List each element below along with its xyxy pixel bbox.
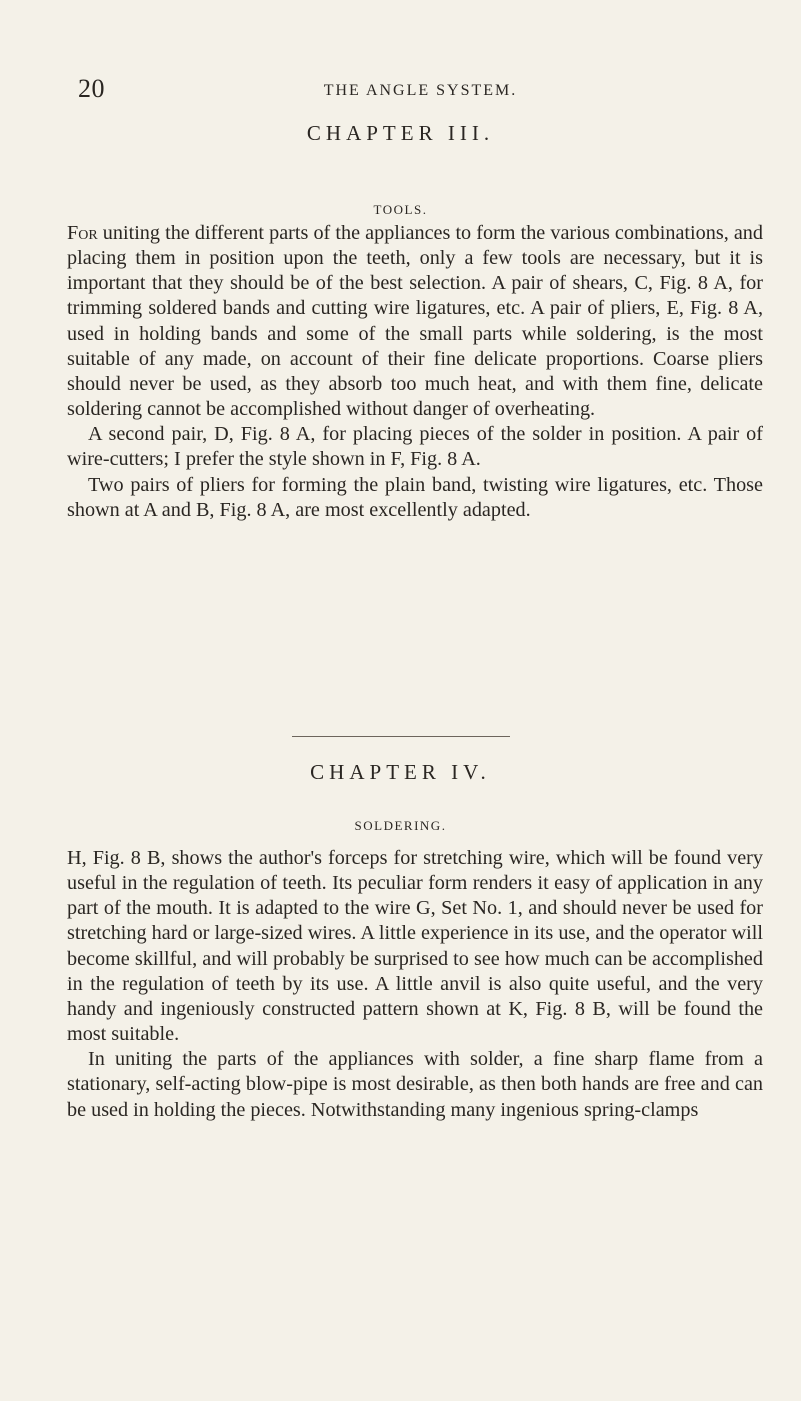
paragraph-text: uniting the different parts of the appliances to form the various combinations, and placing them in position upon the teeth, only a few tools are necessary, but it is important that they should be of the best selection. A pair of shears, C, Fig. 8 A, for trimming soldered bands and cutting wire ligatures, etc. A pair of pliers, E, Fig. 8 A, used in holding bands and some of the small parts while soldering, is the most suitable of any made, on account of their fine delicate proportions. Coarse pliers should never be used, as they absorb too much heat, and with them fine, delicate soldering cannot be accomplished without danger of overheating. (67, 222, 763, 421)
page-number: 20 (78, 74, 105, 103)
paragraph-lead-word: For (67, 222, 98, 244)
chapter-four-subheading: SOLDERING. (354, 818, 447, 833)
paragraph (67, 221, 763, 422)
running-title: THE ANGLE SYSTEM. (323, 82, 518, 99)
chapter-three-subheading: TOOLS. (373, 202, 428, 217)
paragraph: Two pairs of pliers for forming the plain band, twisting wire ligatures, etc. Those shown at A and B, Fig. 8 A, are most excellently adapted. (67, 473, 763, 521)
section-divider (292, 736, 510, 737)
chapter-four-body (67, 846, 763, 1123)
running-head (78, 74, 763, 104)
paragraph: In uniting the parts of the appliances with solder, a fine sharp flame from a stationary, self-acting blow-pipe is most desirable, as then both hands are free and can be used in holding the pieces. Notwithstanding many ingenious spring-clamps (67, 1048, 763, 1121)
paragraph: H, Fig. 8 B, shows the author's forceps for stretching wire, which will be found very useful in the regulation of teeth. Its peculiar form renders it easy of application in any part of the mouth. It is adapted to the wire G, Set No. 1, and should never be used for stretching hard or large-sized wires. A little experience in its use, and the operator will become skillful, and will probably be surprised to see how much can be accomplished in the regulation of teeth by its use. A little anvil is also quite useful, and the very handy and ingeniously constructed pattern shown at K, Fig. 8 B, will be found the most suitable. (67, 847, 763, 1046)
chapter-four-heading: CHAPTER IV. (310, 760, 491, 784)
chapter-three-body (67, 221, 763, 523)
chapter-three-heading: CHAPTER III. (306, 121, 495, 145)
paragraph: A second pair, D, Fig. 8 A, for placing pieces of the solder in position. A pair of wire-cutters; I prefer the style shown in F, Fig. 8 A. (67, 423, 763, 471)
